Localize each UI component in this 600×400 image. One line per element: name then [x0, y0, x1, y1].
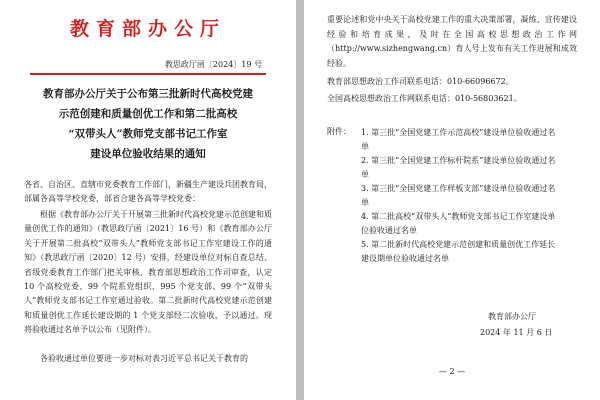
body-paragraph-2: 各验收通过单位要进一步对标对表习近平总书记关于教育的 — [40, 354, 248, 363]
title-line-1: 教育部办公厅关于公布第三批新时代高校党建 — [43, 88, 253, 100]
attachments-list — [361, 126, 561, 266]
signature-organization: 教育部办公厅 — [488, 312, 536, 321]
document-page-2 — [304, 0, 600, 400]
attachment-item: 2. 第三批“全国党建工作标杆院系”建设单位验收通过名单 — [361, 156, 556, 179]
attachment-item: 3. 第三批“全国党建工作样板支部”建设单位验收通过名单 — [361, 184, 556, 207]
red-header-rule — [30, 73, 266, 75]
attachments-label: 附件： — [327, 127, 351, 136]
issue-date: 2024 年 11 月 6 日 — [480, 328, 553, 337]
contact-line-moe: 教育部思想政治工作司联系电话：010-66096672。 — [327, 77, 514, 86]
title-line-2: 示范创建和质量创优工作和第二批高校 — [58, 108, 238, 120]
document-title — [24, 84, 272, 164]
body-paragraph: 根据《教育部办公厅关于开展第三批新时代高校党建示范创建和质量创优工作的通知》（教思政厅函〔2021〕16 号）和《教育部办公厅关于开展第二批高校“双带头人”教师党支部书记工作室建设工作的通知》（教思政厅函〔2020〕12 号）安排，经建设单位对标自查总结、省级党委教育工作部门把关审核、教育部思想政治工作司审查，认定 10 个高校党委、99 个院系党组织、995 个党支部、99 个“双带头人”教师党支部书记工作室通过验收。第二批新时代高校党建示范创建和质量创优工作延长建设期的 1 个党支部经二次验收，予以通过。现将验收通过名单予以公布（见附件）。 — [24, 210, 272, 335]
salutation-paragraph: 各省、自治区、直辖市党委教育工作部门，新疆生产建设兵团教育局，部属各高等学校党委，部省合建各高等学校党委： — [24, 180, 272, 203]
page-gutter — [296, 0, 304, 400]
title-line-4: 建设单位验收结果的通知 — [90, 148, 206, 160]
continued-paragraph: 重要论述和党中央关于高校党建工作的重大决策部署，凝练、宣传建设经验和培育成果，及时在全国高校思想政治工作网（http://www.sizhengwang.cn）育人号上发布有关工作进展和成效经验。 — [327, 15, 577, 68]
page-number: — 2 — — [438, 367, 466, 376]
attachment-item: 4. 第二批高校“双带头人”教师党支部书记工作室建设单位验收通过名单 — [361, 212, 556, 235]
document-number: 教思政厅函〔2024〕19 号 — [164, 60, 262, 69]
attachment-item: 1. 第三批“全国党建工作示范高校”建设单位验收通过名单 — [361, 128, 556, 151]
document-page-1 — [0, 0, 296, 400]
attachment-item: 5. 第二批新时代高校党建示范创建和质量创优工作延长建设期单位验收通过名单 — [361, 240, 556, 263]
contact-line-website: 全国高校思想政治工作网联系电话：010-56803621。 — [327, 94, 522, 103]
title-line-3: “双带头人”教师党支部书记工作室 — [68, 128, 228, 140]
issuing-organization-header: 教育部办公厅 — [69, 18, 226, 40]
